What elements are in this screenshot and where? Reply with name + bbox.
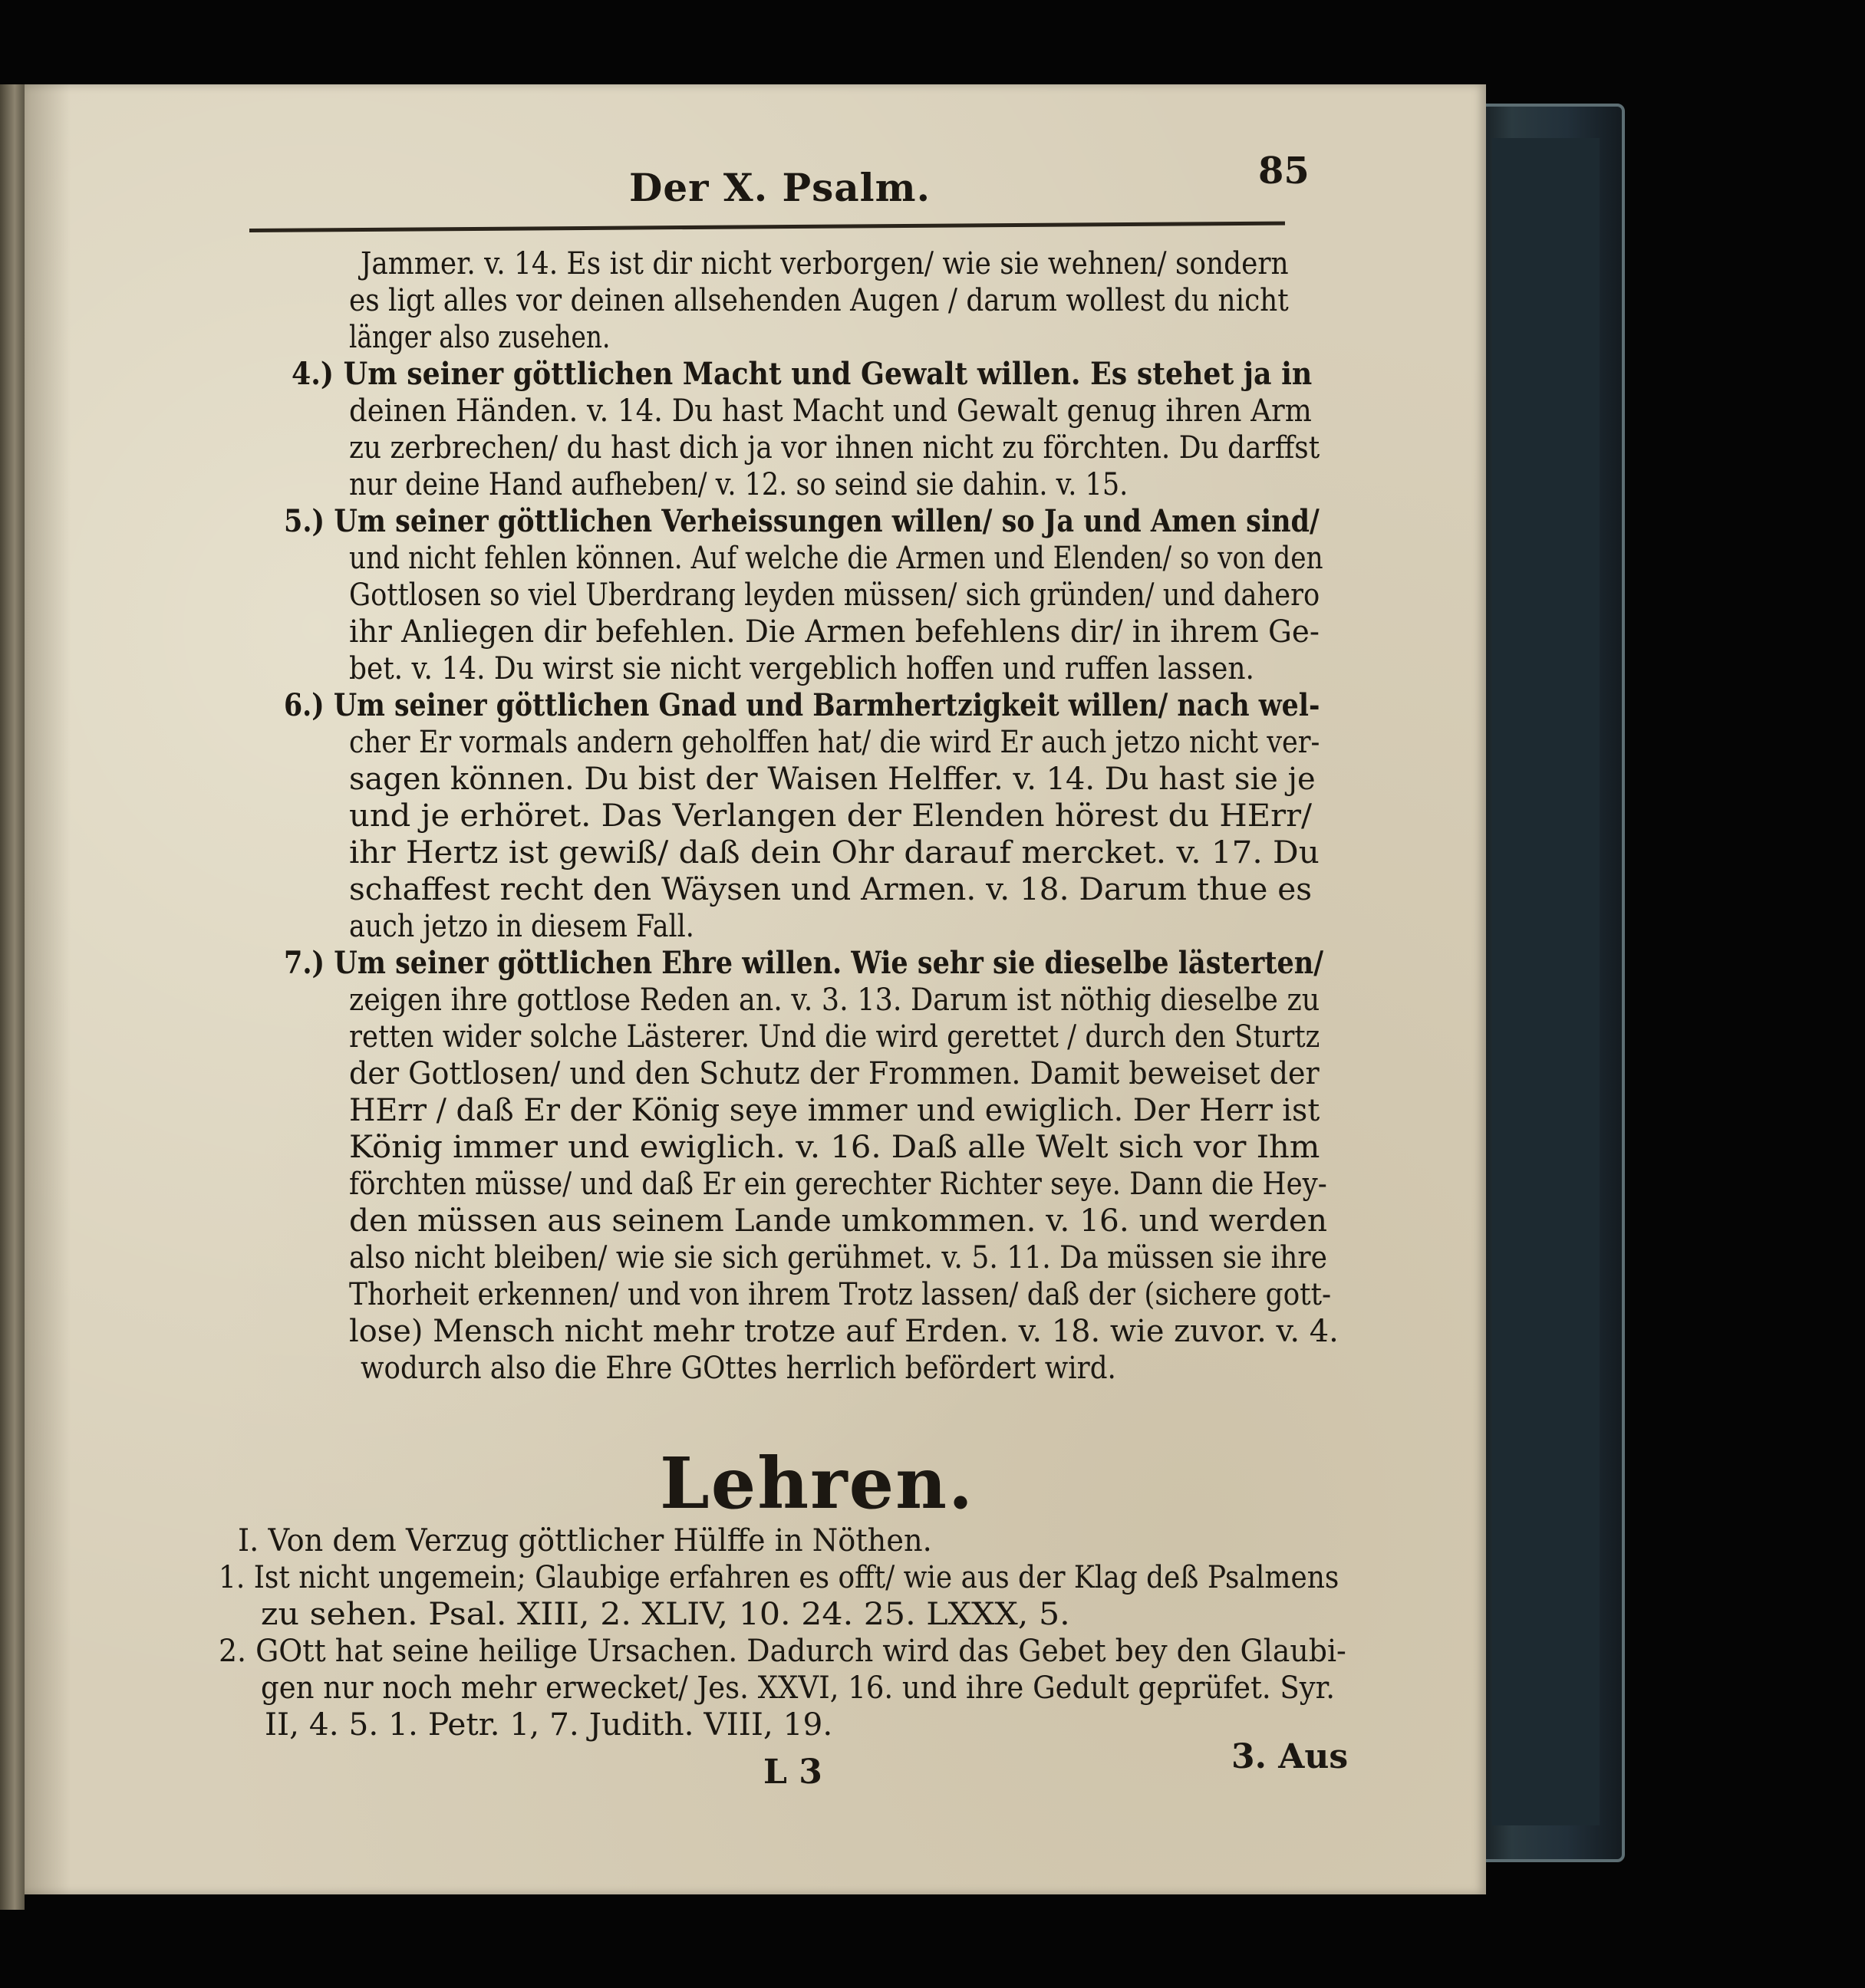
body-text-line: bet. v. 14. Du wirst sie nicht vergeblich hoffen und ruffen lassen. [349,651,1254,686]
body-text-line: lose) Mensch nicht mehr trotze auf Erden. v. 18. wie zuvor. v. 4. [349,1314,1339,1349]
body-text-line: Thorheit erkennen/ und von ihrem Trotz lassen/ daß der (sichere gott- [349,1277,1332,1312]
body-text-line: ihr Hertz ist gewiß/ daß dein Ohr darauf mercket. v. 17. Du [349,835,1320,871]
body-text-line: sagen können. Du bist der Waisen Helffer. v. 14. Du hast sie je [349,762,1316,797]
lehren-text-line: I. Von dem Verzug göttlicher Hülffe in Nöthen. [238,1523,932,1558]
body-text-line: förchten müsse/ und daß Er ein gerechter Richter seye. Dann die Hey- [349,1167,1327,1202]
body-text-line: 6.) Um seiner göttlichen Gnad und Barmhertzigkeit willen/ nach wel- [284,687,1320,723]
page-gutter-shadow [25,84,71,1894]
body-text-line: cher Er vormals andern geholffen hat/ die wird Er auch jetzo nicht ver- [349,725,1320,760]
body-text-line: HErr / daß Er der König seye immer und ewiglich. Der Herr ist [349,1093,1320,1128]
running-header-title: Der X. Psalm. [629,165,931,210]
body-text-line: König immer und ewiglich. v. 16. Daß alle Welt sich vor Ihm [349,1130,1320,1165]
body-text-line: länger also zusehen. [349,320,611,355]
body-text-line: und nicht fehlen können. Auf welche die Armen und Elenden/ so von den [349,541,1323,576]
body-text-line: 7.) Um seiner göttlichen Ehre willen. Wie sehr sie dieselbe lästerten/ [284,945,1324,981]
body-text-line: ihr Anliegen dir befehlen. Die Armen befehlens dir/ in ihrem Ge- [349,614,1320,650]
lehren-text-line: gen nur noch mehr erwecket/ Jes. XXVI, 16. und ihre Gedult geprüfet. Syr. [261,1670,1336,1706]
facing-page-edge [0,84,25,1910]
lehren-text-line: 1. Ist nicht ungemein; Glaubige erfahren es offt/ wie aus der Klag deß Psalmens [219,1560,1339,1595]
body-text-line: auch jetzo in diesem Fall. [349,909,694,944]
body-text-line: 4.) Um seiner göttlichen Macht und Gewalt willen. Es stehet ja in [292,356,1313,392]
body-text-line: den müssen aus seinem Lande umkommen. v. 16. und werden [349,1203,1327,1239]
body-text-line: retten wider solche Lästerer. Und die wird gerettet / durch den Sturtz [349,1019,1320,1055]
body-text-line: der Gottlosen/ und den Schutz der Frommen. Damit beweiset der [349,1056,1320,1091]
body-text-line: Gottlosen so viel Uberdrang leyden müssen/ sich gründen/ und dahero [349,578,1320,613]
body-text-line: zu zerbrechen/ du hast dich ja vor ihnen nicht zu förchten. Du darffst [349,430,1320,466]
body-text-line: Jammer. v. 14. Es ist dir nicht verborgen/ wie sie wehnen/ sondern [361,246,1289,281]
body-text-line: also nicht bleiben/ wie sie sich gerühmet. v. 5. 11. Da müssen sie ihre [349,1240,1327,1275]
lehren-text-line: II, 4. 5. 1. Petr. 1, 7. Judith. VIII, 19. [265,1707,833,1743]
body-text-line: und je erhöret. Das Verlangen der Elenden hörest du HErr/ [349,798,1313,834]
lehren-text-line: zu sehen. Psal. XIII, 2. XLIV, 10. 24. 25. LXXX, 5. [261,1597,1070,1632]
body-text-line: es ligt alles vor deinen allsehenden Augen / darum wollest du nicht [349,283,1289,318]
body-text-line: zeigen ihre gottlose Reden an. v. 3. 13. Darum ist nöthig dieselbe zu [349,982,1320,1018]
lehren-text-line: 2. GOtt hat seine heilige Ursachen. Dadurch wird das Gebet bey den Glaubi- [219,1634,1346,1669]
body-text-line: schaffest recht den Wäysen und Armen. v. 18. Darum thue es [349,872,1313,907]
body-text-line: 5.) Um seiner göttlichen Verheissungen willen/ so Ja und Amen sind/ [284,503,1320,539]
printer-signature-mark: L 3 [763,1753,822,1792]
body-text-line: deinen Händen. v. 14. Du hast Macht und Gewalt genug ihren Arm [349,393,1312,429]
page-number: 85 [1258,150,1310,193]
body-text-line: nur deine Hand aufheben/ v. 12. so seind sie dahin. v. 15. [349,467,1129,502]
body-text-line: wodurch also die Ehre GOttes herrlich befördert wird. [361,1351,1116,1386]
section-heading: Lehren. [660,1442,975,1525]
catchword: 3. Aus [1231,1737,1349,1776]
book-cover-inner [1492,138,1600,1825]
